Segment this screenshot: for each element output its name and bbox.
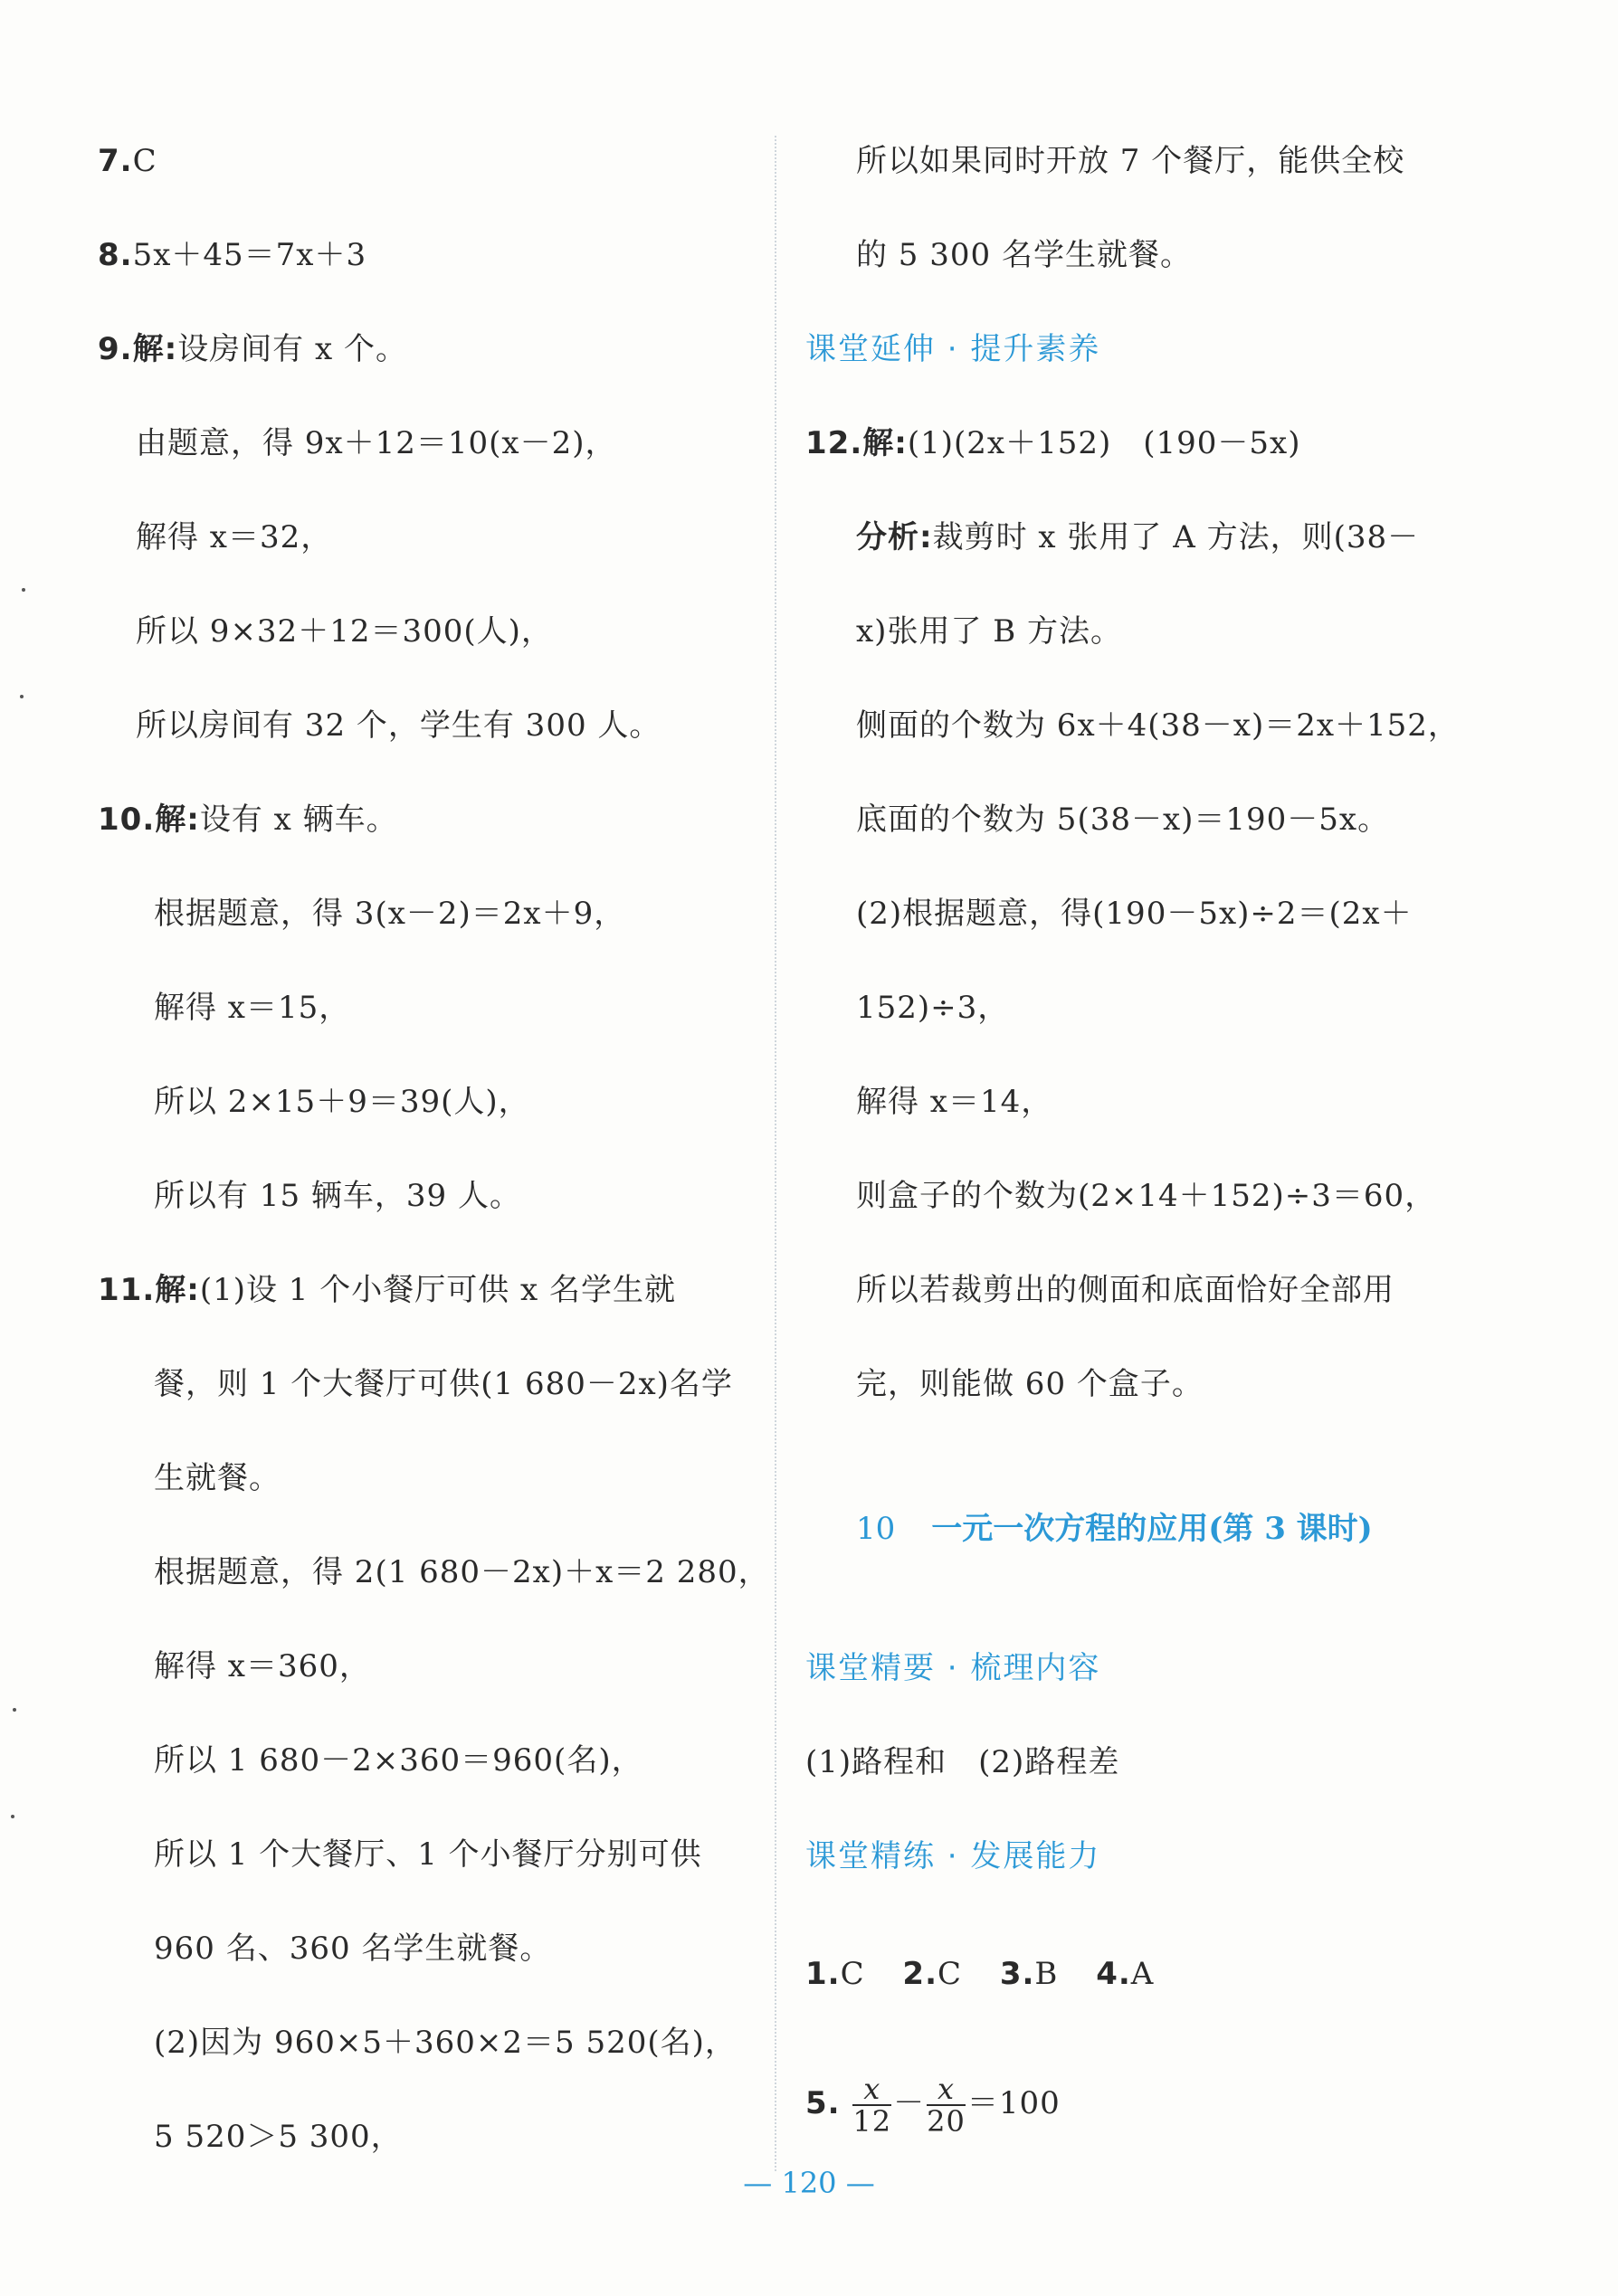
q9-line-2: 解得 x＝32， — [136, 519, 333, 555]
lesson-title: 10 一元一次方程的应用(第 3 课时) — [856, 1511, 1373, 1547]
q11-line-8: (2)因为 960×5＋360×2＝5 520(名)， — [154, 2025, 737, 2061]
mc-4: 4.A — [1096, 1956, 1155, 1992]
lesson-number: 10 — [856, 1511, 896, 1547]
q12-line-4: 底面的个数为 5(38－x)＝190－5x。 — [856, 802, 1390, 838]
scan-speck — [11, 1815, 14, 1818]
q11-head: 11.解:(1)设 1 个小餐厅可供 x 名学生就 — [98, 1272, 677, 1308]
scan-speck — [20, 695, 24, 698]
q11-line-6: 所以 1 个大餐厅、1 个小餐厅分别可供 — [154, 1836, 702, 1873]
fraction-1: $\frac{x}{12}$ — [852, 2072, 892, 2139]
q10-head: 10.解:设有 x 辆车。 — [98, 802, 398, 838]
q12-line-5: (2)根据题意，得(190－5x)÷2＝(2x＋ — [856, 896, 1413, 932]
q12-line-6: 152)÷3， — [856, 990, 1010, 1026]
q9-head: 9.解:设房间有 x 个。 — [98, 331, 407, 367]
q9-line-3: 所以 9×32＋12＝300(人)， — [136, 613, 553, 650]
q12-line-2: x)张用了 B 方法。 — [856, 613, 1123, 650]
q10-line-4: 所以有 15 辆车，39 人。 — [154, 1178, 521, 1214]
q11-continued-1: 所以如果同时开放 7 个餐厅，能供全校 — [856, 143, 1405, 179]
q10-line-3: 所以 2×15＋9＝39(人)， — [154, 1084, 530, 1120]
q11-line-5: 所以 1 680－2×360＝960(名)， — [154, 1742, 643, 1779]
section-heading-extension: 课堂延伸 · 提升素养 — [805, 331, 1101, 367]
q12-line-8: 则盒子的个数为(2×14＋152)÷3＝60， — [856, 1178, 1437, 1214]
column-divider — [775, 136, 776, 2171]
q12-line-9: 所以若裁剪出的侧面和底面恰好全部用 — [856, 1272, 1394, 1308]
page-number: — 120 — — [743, 2166, 875, 2200]
section-heading-summary: 课堂精要 · 梳理内容 — [805, 1650, 1101, 1686]
mc-3: 3.B — [999, 1956, 1059, 1992]
fraction-2: $\frac{x}{20}$ — [927, 2072, 966, 2139]
mc-2: 2.C — [902, 1956, 962, 1992]
q12-line-7: 解得 x＝14， — [856, 1084, 1053, 1120]
q9-line-4: 所以房间有 32 个，学生有 300 人。 — [136, 707, 661, 744]
q5: 5. $\frac{x}{12}$ － $\frac{x}{20}$ ＝100 — [805, 2072, 1061, 2139]
q11-line-3: 根据题意，得 2(1 680－2x)＋x＝2 280， — [154, 1554, 770, 1590]
q12-line-10: 完，则能做 60 个盒子。 — [856, 1366, 1204, 1402]
q9-line-1: 由题意，得 9x＋12＝10(x－2)， — [136, 425, 617, 461]
q11-line-4: 解得 x＝360， — [154, 1648, 371, 1684]
q11-line-2: 生就餐。 — [154, 1460, 281, 1496]
q11-continued-2: 的 5 300 名学生就餐。 — [856, 237, 1192, 273]
q11-line-7: 960 名、360 名学生就餐。 — [154, 1931, 552, 1967]
q10-line-1: 根据题意，得 3(x－2)＝2x＋9， — [154, 896, 626, 932]
q11-line-1: 餐，则 1 个大餐厅可供(1 680－2x)名学 — [154, 1366, 733, 1402]
multiple-choice-answers — [805, 1956, 1154, 1992]
q11-line-9: 5 520＞5 300， — [154, 2119, 403, 2155]
scan-speck — [13, 1708, 16, 1712]
mc-1: 1.C — [805, 1956, 865, 1992]
q12-analysis: 分析:裁剪时 x 张用了 A 方法，则(38－ — [856, 519, 1420, 555]
q7: 7.C — [98, 143, 157, 179]
q12-line-3: 侧面的个数为 6x＋4(38－x)＝2x＋152， — [856, 707, 1460, 744]
q10-line-2: 解得 x＝15， — [154, 990, 351, 1026]
section-heading-practice: 课堂精练 · 发展能力 — [805, 1838, 1101, 1874]
summary-answer: (1)路程和 (2)路程差 — [805, 1744, 1120, 1780]
q12-head: 12.解:(1)(2x＋152) (190－5x) — [805, 425, 1301, 461]
q8: 8.5x＋45＝7x＋3 — [98, 237, 367, 273]
scan-speck — [22, 588, 25, 592]
